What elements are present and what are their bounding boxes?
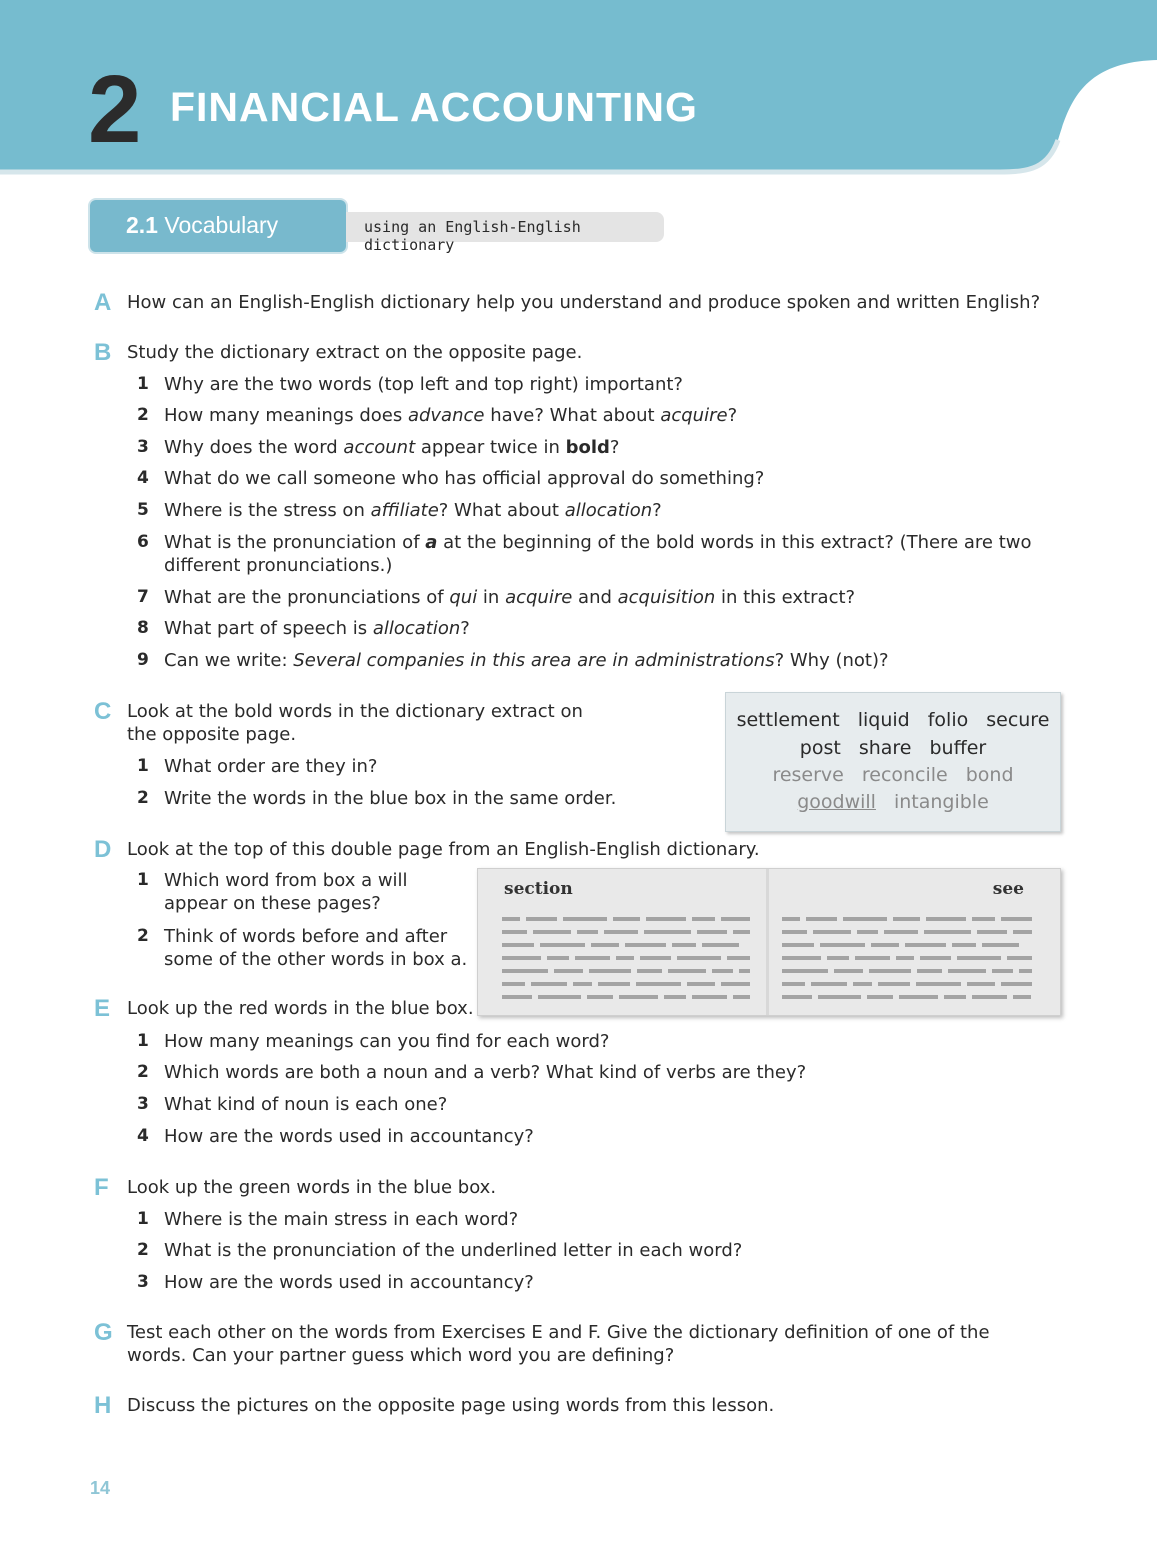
- item-number: 2: [137, 926, 149, 946]
- blurred-text: [692, 995, 727, 999]
- item-number: 4: [137, 468, 149, 488]
- blurred-text: [563, 917, 607, 921]
- blurred-text: [502, 956, 541, 960]
- blurred-text: [502, 943, 534, 947]
- blurred-text: [533, 930, 571, 934]
- dictionary-left-headword: section: [504, 879, 573, 899]
- section-letter-e: E: [94, 995, 111, 1022]
- section-letter-f: F: [94, 1174, 109, 1201]
- item-number: 1: [137, 1209, 149, 1229]
- word: folio: [927, 709, 969, 731]
- question-text: Why are the two words (top left and top right) important?: [164, 374, 683, 395]
- blurred-text: [598, 982, 630, 986]
- item-number: 2: [137, 1062, 149, 1082]
- item-number: 8: [137, 618, 149, 638]
- blurred-text: [818, 995, 861, 999]
- question-text: Where is the main stress in each word?: [164, 1209, 519, 1230]
- item-number: 4: [137, 1126, 149, 1146]
- section-e-text: Look up the red words in the blue box.: [127, 998, 474, 1019]
- blurred-text: [972, 917, 995, 921]
- blurred-text: [721, 917, 750, 921]
- blurred-text: [677, 956, 721, 960]
- blurred-text: [531, 982, 567, 986]
- blurred-text: [834, 969, 863, 973]
- item-number: 6: [137, 532, 149, 552]
- question-text: Which word from box a will: [164, 870, 408, 891]
- section-c-text-continued: the opposite page.: [127, 724, 297, 745]
- word: reserve: [772, 764, 844, 786]
- question-text: Where is the stress on affiliate? What about allocation?: [164, 500, 662, 521]
- word-row: [726, 709, 1060, 731]
- item-number: 2: [137, 405, 149, 425]
- blurred-text: [1019, 969, 1032, 973]
- section-letter-d: D: [94, 836, 112, 863]
- question-text: What kind of noun is each one?: [164, 1094, 448, 1115]
- question-text: What do we call someone who has official approval do something?: [164, 468, 765, 489]
- blurred-text: [827, 956, 849, 960]
- question-text: What is the pronunciation of the underlined letter in each word?: [164, 1240, 743, 1261]
- word: liquid: [857, 709, 910, 731]
- blurred-text: [575, 956, 610, 960]
- blurred-text: [869, 969, 911, 973]
- blurred-text: [587, 995, 613, 999]
- word: secure: [986, 709, 1050, 731]
- section-letter-g: G: [94, 1319, 113, 1346]
- blurred-text: [982, 943, 1019, 947]
- word-box: [725, 692, 1061, 832]
- blurred-text: [502, 917, 520, 921]
- question-text: What are the pronunciations of qui in acquire and acquisition in this extract?: [164, 587, 856, 608]
- page-number: 14: [90, 1478, 111, 1498]
- blurred-text: [843, 917, 887, 921]
- question-text: How are the words used in accountancy?: [164, 1272, 534, 1293]
- blurred-text: [554, 969, 583, 973]
- blurred-text: [721, 982, 750, 986]
- blurred-text: [664, 995, 686, 999]
- question-text-continued: some of the other words in box a.: [164, 949, 468, 970]
- blurred-text: [977, 930, 1007, 934]
- blurred-text: [855, 956, 890, 960]
- blurred-text: [613, 917, 640, 921]
- blurred-text: [672, 943, 696, 947]
- section-a-text: How can an English-English dictionary help you understand and produce spoken and written English?: [127, 292, 1041, 313]
- blurred-text: [502, 982, 525, 986]
- word: intangible: [893, 791, 989, 813]
- question-text: Write the words in the blue box in the same order.: [164, 788, 617, 809]
- question-text: What order are they in?: [164, 756, 378, 777]
- section-b-text: Study the dictionary extract on the opposite page.: [127, 342, 583, 363]
- blurred-text: [733, 995, 750, 999]
- section-g-text-continued: words. Can your partner guess which word you are defining?: [127, 1345, 675, 1366]
- lesson-subtitle: using an English-English dictionary: [364, 218, 581, 254]
- item-number: 3: [137, 1094, 149, 1114]
- blurred-text: [502, 930, 527, 934]
- blurred-text: [625, 943, 666, 947]
- blurred-text: [992, 969, 1013, 973]
- section-letter-a: A: [94, 289, 112, 316]
- item-number: 3: [137, 437, 149, 457]
- dictionary-right-headword: see: [992, 879, 1024, 899]
- blurred-text: [896, 956, 914, 960]
- question-text: Which words are both a noun and a verb? What kind of verbs are they?: [164, 1062, 807, 1083]
- blurred-text: [905, 943, 946, 947]
- blurred-text: [806, 917, 837, 921]
- blurred-text: [878, 982, 910, 986]
- unit-title: FINANCIAL ACCOUNTING: [170, 84, 698, 130]
- word-row: [726, 737, 1060, 759]
- blurred-text: [644, 930, 691, 934]
- item-number: 7: [137, 587, 149, 607]
- blurred-text: [1013, 930, 1032, 934]
- question-text: Can we write: Several companies in this area are in administrations? Why (not)?: [164, 650, 889, 671]
- blurred-text: [952, 943, 976, 947]
- blurred-text: [782, 930, 807, 934]
- blurred-text: [857, 930, 878, 934]
- blurred-text: [636, 982, 681, 986]
- word-row: [726, 791, 1060, 813]
- question-text: How many meanings does advance have? What about acquire?: [164, 405, 738, 426]
- word: share: [858, 737, 912, 759]
- question-text: Think of words before and after: [164, 926, 448, 947]
- blurred-text: [972, 995, 1007, 999]
- section-letter-b: B: [94, 339, 112, 366]
- item-number: 2: [137, 788, 149, 808]
- section-h-text: Discuss the pictures on the opposite page using words from this lesson.: [127, 1395, 775, 1416]
- word: bond: [965, 764, 1014, 786]
- section-letter-h: H: [94, 1392, 112, 1419]
- blurred-text: [926, 917, 966, 921]
- lesson-name: Vocabulary: [164, 212, 279, 238]
- blurred-text: [502, 995, 532, 999]
- blurred-text: [697, 930, 727, 934]
- blurred-text: [920, 956, 951, 960]
- question-text: How many meanings can you find for each word?: [164, 1031, 610, 1052]
- blurred-text: [899, 995, 938, 999]
- blurred-text: [687, 982, 715, 986]
- blurred-text: [727, 956, 750, 960]
- blurred-text: [820, 943, 865, 947]
- blurred-text: [782, 943, 814, 947]
- section-c-text: Look at the bold words in the dictionary extract on: [127, 701, 583, 722]
- blurred-text: [712, 969, 733, 973]
- blurred-text: [917, 969, 942, 973]
- question-text-continued: different pronunciations.): [164, 555, 393, 576]
- word-row: [726, 764, 1060, 786]
- blurred-text: [893, 917, 920, 921]
- blurred-text: [948, 969, 986, 973]
- blurred-text: [782, 995, 812, 999]
- item-number: 9: [137, 650, 149, 670]
- blurred-text: [782, 956, 821, 960]
- blurred-text: [739, 969, 750, 973]
- item-number: 1: [137, 870, 149, 890]
- word: post: [799, 737, 841, 759]
- lesson-number: 2.1: [126, 212, 158, 238]
- blurred-text: [967, 982, 995, 986]
- blurred-text: [782, 969, 828, 973]
- blurred-text: [502, 969, 548, 973]
- blurred-text: [540, 943, 585, 947]
- blurred-text: [646, 917, 686, 921]
- word: reconcile: [861, 764, 948, 786]
- lesson-subtitle-tab: [346, 212, 664, 254]
- blurred-text: [871, 943, 899, 947]
- blurred-text: [604, 930, 638, 934]
- blurred-text: [573, 982, 592, 986]
- blurred-text: [867, 995, 893, 999]
- blurred-text: [1013, 995, 1031, 999]
- question-text: What is the pronunciation of a at the beginning of the bold words in this extract? (There are two: [164, 532, 1032, 553]
- item-number: 5: [137, 500, 149, 520]
- blurred-text: [733, 930, 750, 934]
- item-number: 2: [137, 1240, 149, 1260]
- blurred-text: [1001, 917, 1032, 921]
- blurred-text: [526, 917, 557, 921]
- item-number: 1: [137, 1031, 149, 1051]
- question-text: What part of speech is allocation?: [164, 618, 470, 639]
- blurred-text: [1001, 982, 1032, 986]
- section-d-text: Look at the top of this double page from an English-English dictionary.: [127, 839, 760, 860]
- blurred-text: [924, 930, 971, 934]
- blurred-text: [591, 943, 619, 947]
- blurred-text: [957, 956, 1001, 960]
- blurred-text: [637, 969, 662, 973]
- section-f-text: Look up the green words in the blue box.: [127, 1177, 497, 1198]
- blurred-text: [782, 982, 805, 986]
- blurred-text: [853, 982, 872, 986]
- item-number: 3: [137, 1272, 149, 1292]
- section-letter-c: C: [94, 698, 112, 725]
- lesson-title: [126, 212, 278, 239]
- question-text: Why does the word account appear twice in bold?: [164, 437, 620, 458]
- word: goodwill: [797, 791, 876, 813]
- blurred-text: [619, 995, 658, 999]
- question-text: How are the words used in accountancy?: [164, 1126, 534, 1147]
- word: settlement: [736, 709, 840, 731]
- blurred-text: [616, 956, 634, 960]
- blurred-text: [813, 930, 851, 934]
- blurred-text: [640, 956, 671, 960]
- blurred-text: [944, 995, 966, 999]
- blurred-text: [547, 956, 569, 960]
- item-number: 1: [137, 374, 149, 394]
- blurred-text: [1007, 956, 1032, 960]
- blurred-text: [668, 969, 706, 973]
- blurred-text: [577, 930, 598, 934]
- blurred-text: [916, 982, 961, 986]
- section-g-text: Test each other on the words from Exercises E and F. Give the dictionary definition of one of the: [127, 1322, 990, 1343]
- lesson-tab: [90, 200, 346, 252]
- word: buffer: [929, 737, 987, 759]
- blurred-text: [589, 969, 631, 973]
- unit-number: 2: [88, 56, 140, 163]
- blurred-text: [811, 982, 847, 986]
- question-text-continued: appear on these pages?: [164, 893, 381, 914]
- blurred-text: [782, 917, 800, 921]
- page-gutter: [766, 869, 769, 1015]
- blurred-text: [884, 930, 918, 934]
- blurred-text: [692, 917, 715, 921]
- blurred-text: [702, 943, 739, 947]
- dictionary-page-image: [477, 868, 1061, 1016]
- item-number: 1: [137, 756, 149, 776]
- blurred-text: [538, 995, 581, 999]
